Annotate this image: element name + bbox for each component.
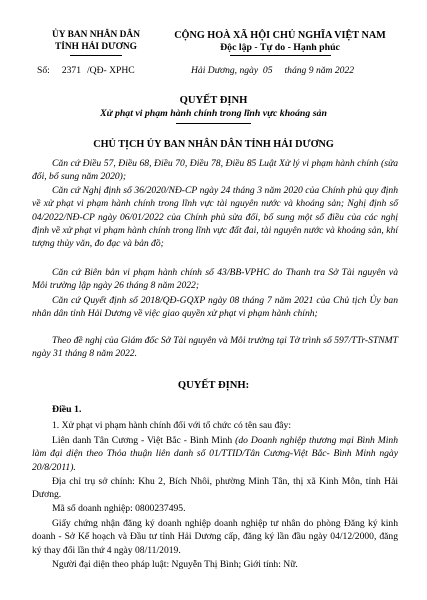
motto-underline (230, 55, 331, 56)
title-underline (176, 123, 251, 124)
basis-paragraph-4: Căn cứ Quyết định số 2018/QĐ-GQXP ngày 08 tháng 7 năm 2021 của Chủ tịch Ủy ban nhân dân tỉnh Hải Dương về việc giao quyền xử phạt vi phạm hành chính; (32, 295, 398, 320)
number-prefix: Số: (37, 65, 50, 76)
article-1-heading: Điều 1. (52, 404, 82, 415)
violator-representative: Người đại diện theo pháp luật: Nguyễn Thị Bình; Giới tính: Nữ. (52, 559, 298, 570)
article-1-item-1: 1. Xử phạt vi phạm hành chính đối với tổ chức có tên sau đây: (52, 420, 292, 431)
decision-number (37, 65, 135, 76)
basis-paragraph-1: Căn cứ Điều 57, Điều 68, Điều 70, Điều 78, Điều 85 Luật Xử lý vi phạm hành chính (sửa đổi, bổ sung năm 2020); (32, 158, 398, 183)
document-title: QUYẾT ĐỊNH (179, 95, 248, 106)
basis-paragraph-3: Căn cứ Biên bản vi phạm hành chính số 43/BB-VPHC do Thanh tra Sở Tài nguyên và Môi trường lập ngày 26 tháng 8 năm 2022; (32, 267, 398, 292)
number-suffix: /QĐ- XPHC (87, 65, 135, 76)
nation-motto: Độc lập - Tự do - Hạnh phúc (220, 42, 340, 53)
issue-date: Hải Dương, ngày 05 tháng 9 năm 2022 (191, 65, 355, 76)
basis-paragraph-2: Căn cứ Nghị định số 36/2020/NĐ-CP ngày 24 tháng 3 năm 2020 của Chính phủ quy định về xử phạt vi phạm hành chính trong lĩnh vực tài nguyên nước và khoáng sản; Nghị định số 04/2022/NĐ-CP ngày 06/01/2022 của Chính phủ sửa đổi, bổ sung một số điều của các nghị định về xử phạt vi phạm hành chính trong lĩnh vực đất đai, tài nguyên nước và khoáng sản, khí tượng thủy văn, đo đạc và bản đồ; (32, 185, 398, 250)
violator-paragraph (32, 434, 398, 474)
org-underline (70, 55, 122, 56)
document-subtitle: Xử phạt vi phạm hành chính trong lĩnh vực khoáng sản (100, 108, 327, 119)
violator-tax-code: Mã số doanh nghiệp: 0800237495. (52, 503, 186, 514)
violator-registration: Giấy chứng nhận đăng ký doanh nghiệp doanh nghiệp tư nhân do phòng Đăng ký kinh doanh - Sở Kế hoạch và Đầu tư tỉnh Hải Dương cấp, đăng ký lần đầu ngày 04/12/2000, đăng ký thay đổi lần thứ 4 ngày 08/11/2019. (32, 518, 398, 556)
nation-title: CỘNG HOÀ XÃ HỘI CHỦ NGHĨA VIỆT NAM (174, 30, 386, 41)
org-name-line1: ỦY BAN NHÂN DÂN (52, 30, 140, 40)
issuing-authority: CHỦ TỊCH ỦY BAN NHÂN DÂN TỈNH HẢI DƯƠNG (93, 139, 334, 150)
violator-note: (do Doanh nghiệp thương mại Bình Minh làm đại diện theo Thỏa thuận liên danh số 01/TTID/Tân Cương-Việt Bắc- Bình Minh ngày 20/8/2011). (32, 435, 399, 473)
decision-heading: QUYẾT ĐỊNH: (177, 380, 250, 391)
org-name-line2: TỈNH HẢI DƯƠNG (55, 41, 137, 52)
number-value: 2371 (61, 65, 81, 76)
basis-paragraph-5: Theo đề nghị của Giám đốc Sở Tài nguyên và Môi trường tại Tờ trình số 597/TTr-STNMT ngày 31 tháng 8 năm 2022. (32, 335, 398, 360)
violator-name: Liên danh Tân Cương - Việt Bắc - Bình Minh (52, 435, 233, 446)
violator-address: Địa chỉ trụ sở chính: Khu 2, Bích Nhôi, phường Minh Tân, thị xã Kinh Môn, tỉnh Hải Dương. (32, 476, 398, 501)
